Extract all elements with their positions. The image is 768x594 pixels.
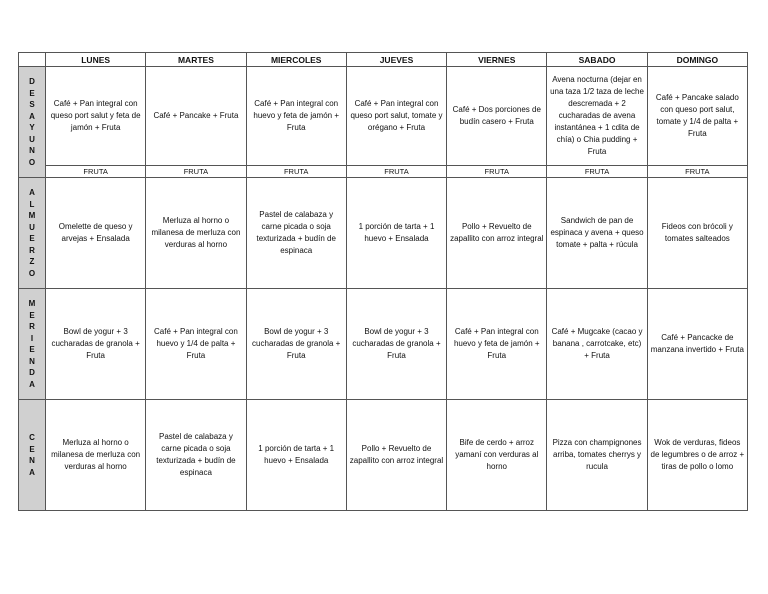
meal-cell: Pollo + Revuelto de zapallito con arroz integral: [346, 400, 446, 511]
header-row: [19, 53, 748, 67]
row-merienda: [19, 289, 748, 400]
side-letter: R: [29, 322, 35, 331]
side-letter: E: [29, 345, 35, 354]
side-letter: U: [29, 222, 35, 232]
side-letter: D: [29, 77, 35, 86]
fruta-cell: FRUTA: [647, 166, 747, 178]
meal-cell: Wok de verduras, fideos de legumbres o de arroz + tiras de pollo o lomo: [647, 400, 747, 511]
day-header: MIERCOLES: [246, 53, 346, 67]
meal-cell: Café + Pan integral con huevo y 1/4 de palta + Fruta: [146, 289, 246, 400]
side-letter: C: [29, 433, 35, 442]
meal-cell: Bowl de yogur + 3 cucharadas de granola + Fruta: [346, 289, 446, 400]
meal-cell: Pastel de calabaza y carne picada o soja texturizada + budín de espinaca: [246, 178, 346, 289]
side-letter: M: [28, 299, 36, 308]
side-letter: O: [28, 157, 36, 167]
meal-cell: Café + Pan integral con huevo y feta de jamón + Fruta: [447, 289, 547, 400]
meal-cell: Fideos con brócoli y tomates salteados: [647, 178, 747, 289]
meal-cell: Bowl de yogur + 3 cucharadas de granola + Fruta: [46, 289, 146, 400]
meal-cell: Café + Pancake + Fruta: [146, 67, 246, 166]
side-letter: N: [29, 146, 35, 155]
fruta-cell: FRUTA: [547, 166, 647, 178]
meal-cell: Pizza con champignones arriba, tomates cherrys y rucula: [547, 400, 647, 511]
side-label-desayuno: [19, 67, 46, 178]
row-cena: [19, 400, 748, 511]
side-letter: U: [29, 134, 35, 144]
side-letter: E: [29, 310, 35, 320]
meal-cell: Café + Pan integral con queso port salut y feta de jamón + Fruta: [46, 67, 146, 166]
side-letter: R: [29, 245, 35, 255]
side-letter: A: [29, 379, 35, 389]
meal-cell: Sandwich de pan de espinaca y avena + queso tomate + palta + rúcula: [547, 178, 647, 289]
meal-cell: Café + Mugcake (cacao y banana , carrotcake, etc) + Fruta: [547, 289, 647, 400]
day-header: LUNES: [46, 53, 146, 67]
side-letter: L: [29, 199, 35, 209]
day-header: MARTES: [146, 53, 246, 67]
corner-cell: [19, 53, 46, 67]
day-header: VIERNES: [447, 53, 547, 67]
meal-cell: Pastel de calabaza y carne picada o soja texturizada + budín de espinaca: [146, 400, 246, 511]
side-letter: E: [29, 234, 35, 243]
meal-cell: Bowl de yogur + 3 cucharadas de granola + Fruta: [246, 289, 346, 400]
fruta-cell: FRUTA: [246, 166, 346, 178]
meal-cell: Avena nocturna (dejar en una taza 1/2 taza de leche descremada + 2 cucharadas de avena instantánea + 1 cdita de chía) o Chia pudding + Fruta: [547, 67, 647, 166]
meal-cell: Café + Pancacke de manzana invertido + Fruta: [647, 289, 747, 400]
side-letter: Z: [29, 257, 35, 266]
side-letter: M: [28, 211, 36, 220]
meal-cell: 1 porción de tarta + 1 huevo + Ensalada: [346, 178, 446, 289]
fruta-cell: FRUTA: [346, 166, 446, 178]
side-letter: S: [29, 100, 35, 109]
side-letter: Y: [29, 123, 35, 132]
meal-cell: Café + Dos porciones de budín casero + Fruta: [447, 67, 547, 166]
side-label-cena: [19, 400, 46, 511]
side-label-almuerzo: [19, 178, 46, 289]
fruta-cell: FRUTA: [447, 166, 547, 178]
meal-cell: Café + Pan integral con huevo y feta de jamón + Fruta: [246, 67, 346, 166]
side-letter: A: [29, 111, 35, 121]
side-letter: O: [28, 268, 36, 278]
meal-cell: Pollo + Revuelto de zapallito con arroz integral: [447, 178, 547, 289]
side-letter: D: [29, 368, 35, 377]
day-header: SABADO: [547, 53, 647, 67]
side-label-merienda: [19, 289, 46, 400]
day-header: DOMINGO: [647, 53, 747, 67]
meal-cell: Café + Pancake salado con queso port salut, tomate y 1/4 de palta + Fruta: [647, 67, 747, 166]
meal-cell: Merluza al horno o milanesa de merluza con verduras al horno: [146, 178, 246, 289]
fruta-cell: FRUTA: [46, 166, 146, 178]
side-letter: I: [30, 333, 34, 343]
day-header: JUEVES: [346, 53, 446, 67]
meal-cell: Bife de cerdo + arroz yamaní con verduras al horno: [447, 400, 547, 511]
side-letter: N: [29, 456, 35, 465]
side-letter: A: [29, 467, 35, 477]
meal-cell: Café + Pan integral con queso port salut, tomate y orégano + Fruta: [346, 67, 446, 166]
row-fruta: [19, 166, 748, 178]
meal-cell: 1 porción de tarta + 1 huevo + Ensalada: [246, 400, 346, 511]
row-desayuno: [19, 67, 748, 166]
fruta-cell: FRUTA: [146, 166, 246, 178]
side-letter: E: [29, 88, 35, 98]
row-almuerzo: [19, 178, 748, 289]
side-letter: A: [29, 188, 35, 197]
meal-plan-table: [18, 52, 748, 511]
side-letter: N: [29, 356, 35, 366]
meal-cell: Omelette de queso y arvejas + Ensalada: [46, 178, 146, 289]
side-letter: E: [29, 444, 35, 454]
meal-cell: Merluza al horno o milanesa de merluza con verduras al horno: [46, 400, 146, 511]
